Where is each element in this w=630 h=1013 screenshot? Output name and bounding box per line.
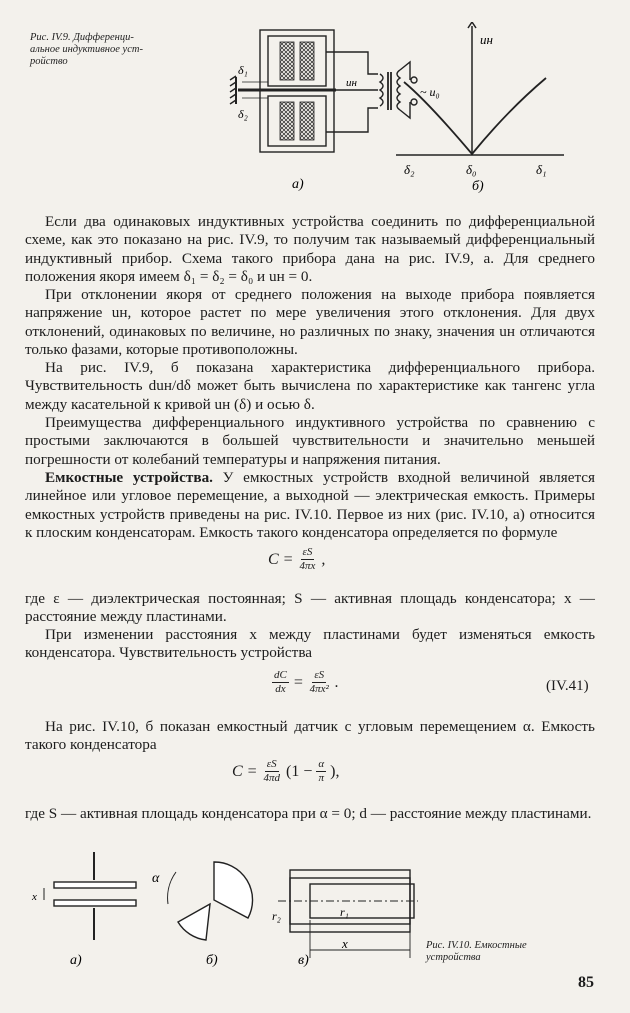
formula1-tail: , <box>321 550 326 568</box>
fig10-label-r1: r₁ <box>340 905 349 919</box>
formula3-num: εS <box>266 758 277 770</box>
fig9-label-delta2: δ₂ <box>238 107 248 121</box>
paragraph-4: Преимущества дифференциального индуктивного устройства по сравнению с простыми заключаются в большей чувствительности и значительно меньшей погрешности от колебаний температуры и напряжения питания. <box>25 414 595 468</box>
where-2: где S — активная площадь конденсатора при α = 0; d — расстояние между пластинами. <box>25 805 592 822</box>
paragraph-1: Если два одинаковых индуктивных устройства соединить по дифференциальной схеме, как это показано на рис. IV.9, то получим так называемый дифференциальный индуктивный прибор. Схема такого прибора дана на рис. IV.9, а. Для среднего положения якоря имеем δ₁ = δ₂ = δ₀ и uн = 0. <box>25 213 595 286</box>
formula3-aden: π <box>318 772 324 784</box>
fig9-caption-line2: альное индуктивное уст- <box>30 44 143 55</box>
fig9-axis-d0: δ₀ <box>466 162 477 177</box>
formula1-lhs: C = <box>268 550 294 568</box>
formula3-rest: (1 − <box>285 762 313 780</box>
fig9-label-u0: ~ u₀ <box>420 85 440 99</box>
fig10-caption-line1: Рис. IV.10. Емкостные <box>426 940 527 951</box>
formula2-num: εS <box>314 669 325 681</box>
equation-number: (IV.41) <box>546 678 589 694</box>
fig10-caption <box>426 940 527 964</box>
fig9-lower-core <box>268 96 326 146</box>
formula2-den: 4πx² <box>309 683 329 695</box>
fig9-panel-b: б) <box>472 179 484 194</box>
fig9-axis-d1: δ₁ <box>536 162 547 177</box>
where-1: где ε — диэлектрическая постоянная; S — активная площадь конденсатора; x — расстояние между пластинами. <box>25 590 595 626</box>
fig9-caption <box>30 32 143 68</box>
formula2-lnum: dC <box>274 669 287 681</box>
fig10-stator <box>178 904 210 940</box>
fig9-label-delta1: δ₁ <box>238 63 248 77</box>
page-number: 85 <box>578 974 594 991</box>
fig10-panel-b: б) <box>206 953 218 968</box>
paragraph-3: На рис. IV.9, б показана характеристика дифференциального прибора. Чувствительность duн/dδ может быть вычислена по характеристике как тангенс угла между касательной к кривой uн (δ) и осью δ. <box>25 359 595 413</box>
formula-sensitivity <box>268 669 339 696</box>
fig9-caption-line3: ройство <box>30 56 68 67</box>
formula2-eq: = <box>292 673 304 691</box>
formula3-close: ), <box>330 762 340 780</box>
formula3-anum: α <box>318 758 325 770</box>
formula3-den: 4πd <box>263 772 280 784</box>
formula2-tail: . <box>334 673 339 691</box>
formula-angular <box>232 758 339 785</box>
fig10-label-r2: r₂ <box>272 909 281 923</box>
capacitive-text: У емкостных устройств входной величиной является линейное или угловое перемещение, а выходной — электрическая емкость. Примеры емкостных устройств приведены на рис. IV.10. Первое из них (рис. IV.10, а) относится к плоским конденсаторам. Емкость такого конденсатора определяется по формуле <box>25 469 595 542</box>
formula2-lden: dx <box>275 683 286 695</box>
fig9-caption-line1: Рис. IV.9. Дифференци- <box>30 32 134 43</box>
fig10-caption-line2: устройства <box>426 952 481 963</box>
fig9-upper-core <box>268 36 326 86</box>
paragraph-2: При отклонении якоря от среднего положения на выходе прибора появляется напряжение uн, которое растет по мере увеличения этого отклонения. Для двух отклонений, одинаковых по величине, но различных по знаку, значения uн отличаются только фазами, которые противоположны. <box>25 286 595 359</box>
fig9-axis-d2: δ₂ <box>404 162 415 177</box>
paragraph-capacitive <box>25 469 595 543</box>
fig10-panel-a: а) <box>70 953 82 968</box>
capacitive-heading: Емкостные устройства. <box>45 469 213 486</box>
formula3-lhs: C = <box>232 762 258 780</box>
formula-capacitance <box>268 546 325 573</box>
formula1-num: εS <box>302 546 313 558</box>
paragraph-angle: На рис. IV.10, б показан емкостный датчик с угловым перемещением α. Емкость такого конденсатора <box>25 718 595 754</box>
fig10-rotor <box>214 862 253 918</box>
fig10-label-xdim: x <box>342 936 348 951</box>
fig9-axis-un: uн <box>480 32 493 47</box>
paragraph-sensitivity: При изменении расстояния x между пластинами будет изменяться емкость конденсатора. Чувствительность устройства <box>25 626 595 662</box>
fig10-label-x: x <box>32 891 37 903</box>
fig9-label-un: uн <box>346 77 357 89</box>
fig9-panel-a: а) <box>292 177 304 192</box>
fig10-diagram <box>28 850 418 970</box>
formula1-den: 4πx <box>299 560 316 572</box>
fig9-diagram <box>228 22 568 197</box>
fig10-label-alpha: α <box>152 871 160 886</box>
fig10-panel-c: в) <box>298 953 309 968</box>
